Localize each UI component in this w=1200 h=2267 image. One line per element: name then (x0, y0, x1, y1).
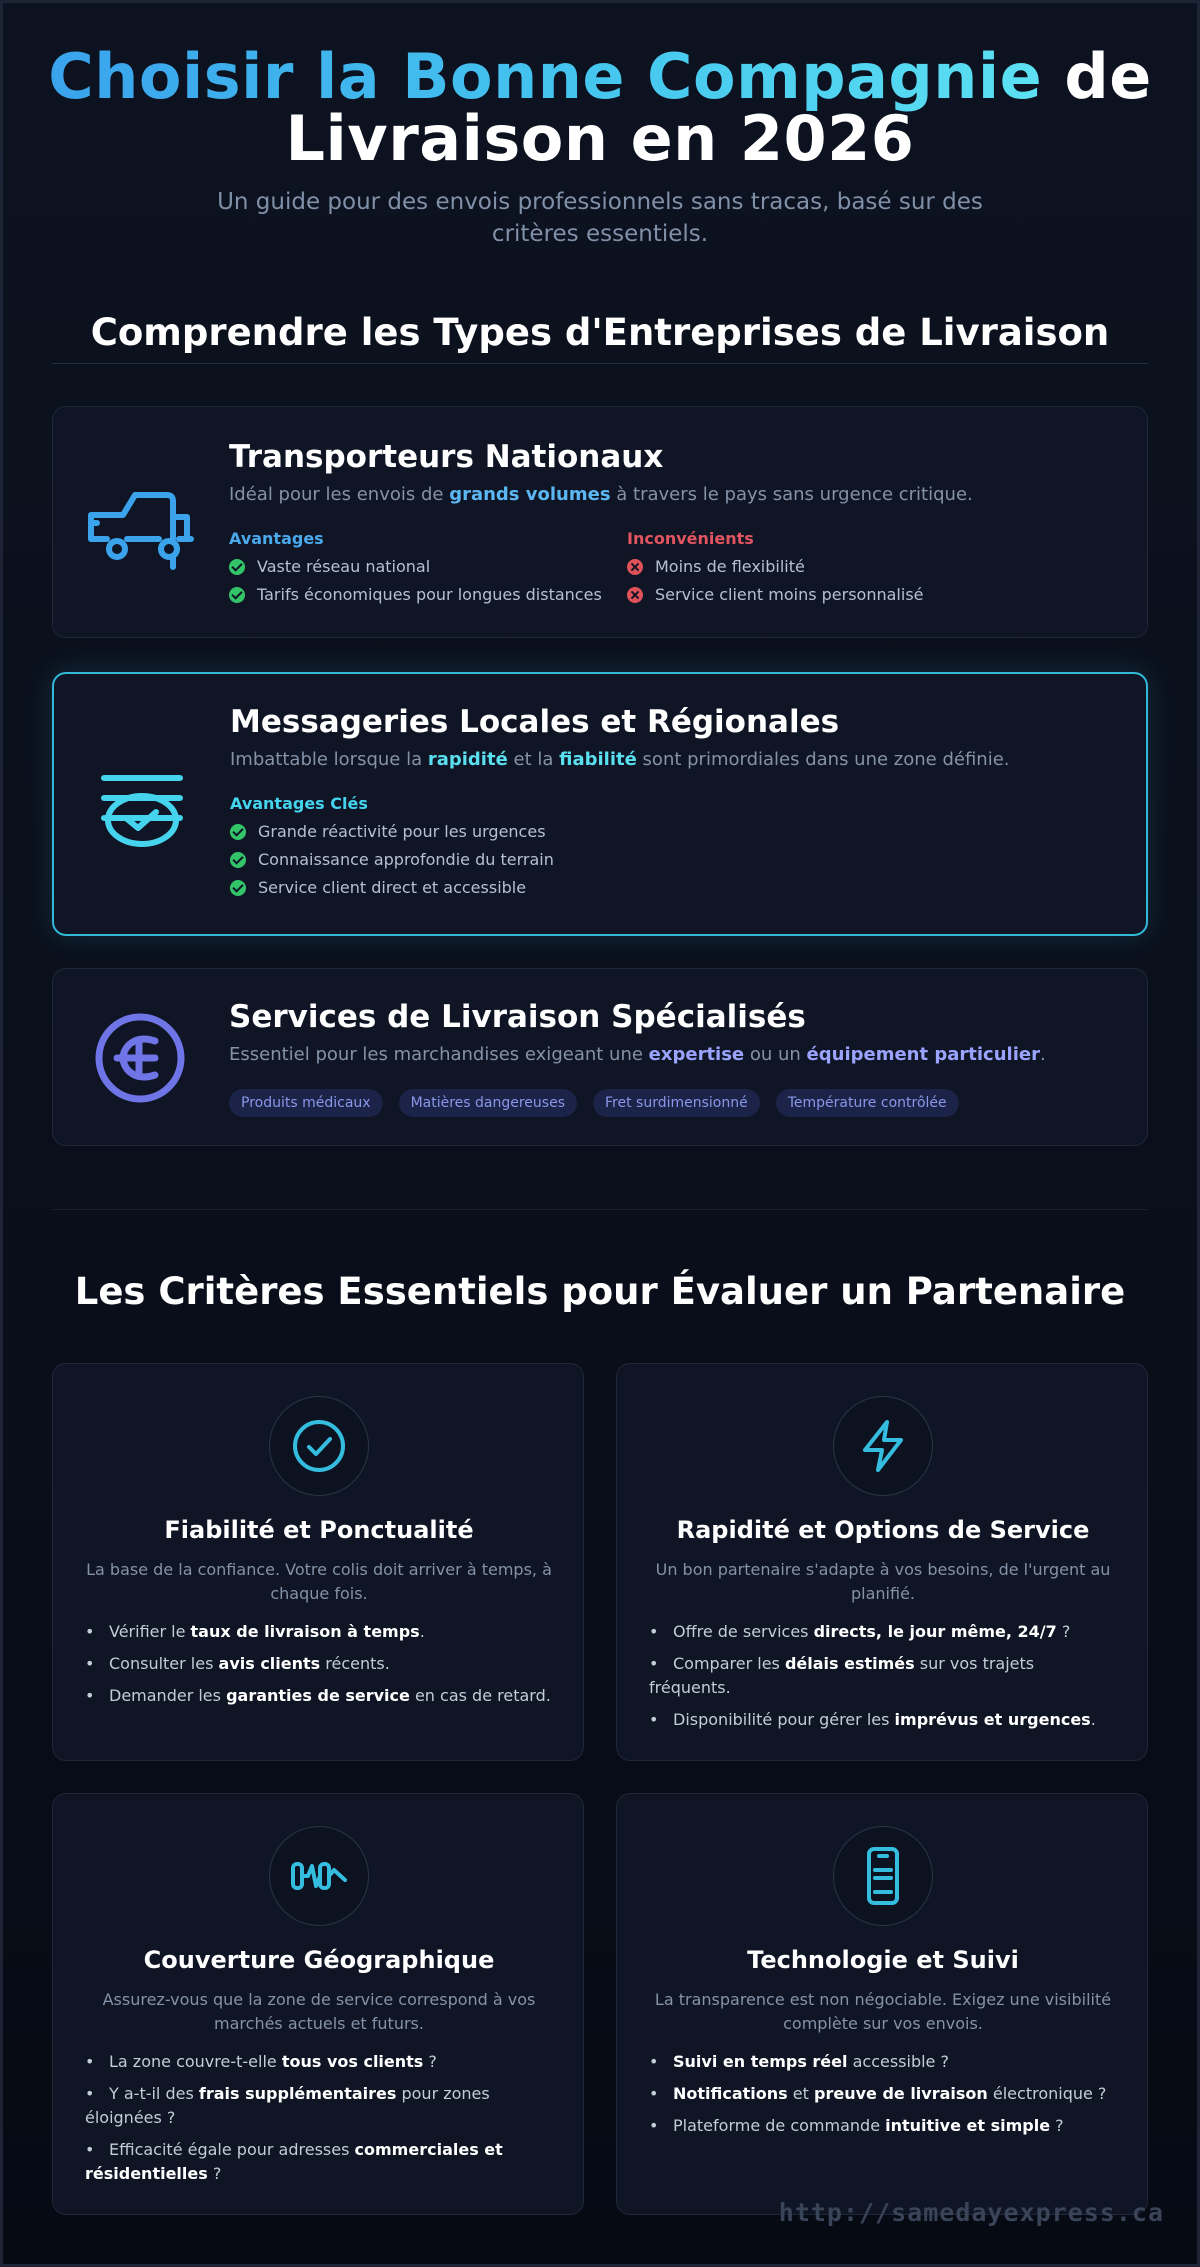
pro-text: Connaissance approfondie du terrain (258, 850, 554, 869)
bullet: • (85, 1654, 95, 1673)
truck-icon (83, 481, 199, 579)
cross-icon (627, 587, 643, 603)
check-circle-icon (269, 1396, 369, 1496)
list-item (649, 1652, 1119, 1700)
item-text: récents. (320, 1654, 390, 1673)
item-text: Vérifier le (109, 1622, 191, 1641)
bullet: • (85, 1622, 95, 1641)
con-text: Service client moins personnalisé (655, 585, 924, 604)
bullet: • (649, 1622, 659, 1641)
item-bold: Notifications (673, 2084, 788, 2103)
list-item (649, 2114, 1119, 2138)
desc-highlight: expertise (648, 1044, 745, 1065)
bullet: • (649, 2052, 659, 2071)
item-text: pour zones éloignées ? (85, 2084, 490, 2127)
list-item (85, 2050, 555, 2074)
item-text: et (787, 2084, 814, 2103)
item-text: Disponibilité pour gérer les (673, 1710, 895, 1729)
tag-temperature: Température contrôlée (776, 1089, 959, 1117)
tag-list (229, 1089, 1117, 1117)
pro-item (229, 558, 627, 576)
check-icon (230, 880, 246, 896)
criteria-description: Assurez-vous que la zone de service correspond à vos marchés actuels et futurs. (102, 1990, 536, 2033)
desc-text: ou un (744, 1044, 807, 1065)
criteria-card-technology (616, 1793, 1148, 2215)
criteria-title: Fiabilité et Ponctualité (164, 1516, 474, 1544)
card-body (230, 702, 1116, 897)
item-text: Demander les (109, 1686, 227, 1705)
check-icon (229, 587, 245, 603)
card-title: Messageries Locales et Régionales (230, 704, 840, 740)
card-body (229, 437, 1117, 604)
bullet: • (649, 1654, 659, 1673)
item-bold: commerciales et résidentielles (85, 2140, 503, 2183)
check-icon (230, 824, 246, 840)
criteria-title: Technologie et Suivi (747, 1946, 1019, 1974)
list-item (85, 2138, 555, 2186)
pro-text: Service client direct et accessible (258, 878, 527, 897)
scooter-icon (96, 772, 188, 856)
item-bold: délais estimés (784, 1654, 915, 1673)
item-text: Y a-t-il des (109, 2084, 199, 2103)
title-highlight: Choisir la Bonne Compagnie (48, 40, 1043, 113)
item-text: ? (423, 2052, 437, 2071)
card-description (229, 483, 1117, 507)
pro-text: Tarifs économiques pour longues distances (257, 585, 602, 604)
pro-text: Vaste réseau national (257, 557, 431, 576)
list-item (649, 2050, 1119, 2074)
item-text: ? (1056, 1622, 1071, 1641)
card-local-couriers (52, 672, 1148, 936)
page-title (0, 40, 1200, 175)
item-bold: intuitive et simple (885, 2116, 1051, 2135)
check-icon (229, 559, 245, 575)
bullet: • (649, 1710, 659, 1729)
criteria-card-reliability (52, 1363, 584, 1761)
pro-text: Grande réactivité pour les urgences (258, 822, 546, 841)
section-title-types: Comprendre les Types d'Entreprises de Livraison (90, 311, 1110, 354)
con-item (627, 558, 1025, 576)
list-item (85, 1684, 555, 1708)
bullet: • (649, 2116, 659, 2135)
con-text: Moins de flexibilité (655, 557, 805, 576)
pros-column (229, 507, 627, 604)
desc-text: Idéal pour les envois de (229, 484, 450, 505)
item-text: La zone couvre-t-elle (109, 2052, 282, 2071)
pros-heading: Avantages (229, 529, 324, 548)
list-item (649, 1620, 1119, 1644)
desc-highlight: équipement particulier (806, 1044, 1040, 1065)
criteria-title: Rapidité et Options de Service (676, 1516, 1090, 1544)
item-text: électronique ? (987, 2084, 1107, 2103)
route-icon (269, 1826, 369, 1926)
desc-text: à travers le pays sans urgence critique. (610, 484, 973, 505)
tag-medical: Produits médicaux (229, 1089, 383, 1117)
card-title: Transporteurs Nationaux (229, 439, 664, 475)
item-bold: garanties de service (226, 1686, 410, 1705)
item-bold: taux de livraison à temps (190, 1622, 420, 1641)
card-title: Services de Livraison Spécialisés (229, 999, 806, 1035)
section-divider (52, 363, 1148, 364)
item-text: Plateforme de commande (673, 2116, 886, 2135)
list-item (85, 1652, 555, 1676)
criteria-description: La transparence est non négociable. Exigez une visibilité complète sur vos envois. (654, 1990, 1112, 2033)
item-bold: directs, le jour même, 24/7 (813, 1622, 1057, 1641)
item-text: ? (1050, 2116, 1064, 2135)
item-text: . (1090, 1710, 1096, 1729)
pro-item (229, 586, 627, 604)
criteria-list (649, 1620, 1119, 1740)
item-text: sur vos trajets fréquents. (649, 1654, 1035, 1697)
desc-text: Imbattable lorsque la (230, 749, 428, 770)
card-description (230, 748, 1116, 772)
pros-cons (229, 507, 1117, 604)
section-divider (52, 1209, 1148, 1210)
desc-highlight: rapidité (427, 749, 508, 770)
bullet: • (85, 1686, 95, 1705)
criteria-title: Couverture Géographique (143, 1946, 495, 1974)
tag-oversized: Fret surdimensionné (593, 1089, 760, 1117)
item-bold: frais supplémentaires (198, 2084, 397, 2103)
bullet: • (649, 2084, 659, 2103)
list-item (85, 2082, 555, 2130)
cross-icon (627, 559, 643, 575)
bullet: • (85, 2084, 95, 2103)
pro-item (230, 879, 1116, 897)
desc-text: . (1039, 1044, 1046, 1065)
criteria-description: Un bon partenaire s'adapte à vos besoins, de l'urgent au planifié. (655, 1560, 1111, 1603)
page-header (0, 40, 1200, 250)
item-text: Consulter les (109, 1654, 219, 1673)
tag-hazardous: Matières dangereuses (399, 1089, 577, 1117)
desc-text: et la (507, 749, 560, 770)
smartphone-icon (833, 1826, 933, 1926)
pro-item (230, 823, 1116, 841)
title-line2: Livraison en 2026 (285, 102, 915, 175)
cons-heading: Inconvénients (627, 529, 754, 548)
item-text: ? (207, 2164, 222, 2183)
section-title-criteria: Les Critères Essentiels pour Évaluer un Partenaire (74, 1270, 1126, 1313)
desc-text: Essentiel pour les marchandises exigeant une (229, 1044, 649, 1065)
item-bold: avis clients (218, 1654, 321, 1673)
check-icon (230, 852, 246, 868)
criteria-list (85, 2050, 555, 2194)
criteria-list (85, 1620, 555, 1716)
item-bold: imprévus et urgences (894, 1710, 1091, 1729)
item-text: Efficacité égale pour adresses (109, 2140, 355, 2159)
criteria-card-speed (616, 1363, 1148, 1761)
desc-highlight: fiabilité (559, 749, 637, 770)
card-specialized-services (52, 968, 1148, 1146)
criteria-card-coverage (52, 1793, 584, 2215)
criteria-list (649, 2050, 1119, 2146)
item-text: en cas de retard. (409, 1686, 551, 1705)
item-text: . (419, 1622, 425, 1641)
page-subtitle: Un guide pour des envois professionnels sans tracas, basé sur des critères essentiels. (217, 189, 983, 247)
criteria-description: La base de la confiance. Votre colis doit arriver à temps, à chaque fois. (86, 1560, 552, 1603)
pros-heading: Avantages Clés (230, 794, 368, 813)
item-text: accessible ? (847, 2052, 949, 2071)
bullet: • (85, 2052, 95, 2071)
desc-text: sont primordiales dans une zone définie. (636, 749, 1010, 770)
specialized-icon (93, 1011, 187, 1109)
con-item (627, 586, 1025, 604)
list-item (85, 1620, 555, 1644)
card-national-carriers (52, 406, 1148, 638)
card-body (229, 997, 1117, 1117)
cons-column (627, 507, 1025, 604)
item-bold: Suivi en temps réel (673, 2052, 848, 2071)
desc-highlight: grands volumes (449, 484, 611, 505)
item-bold: tous vos clients (281, 2052, 424, 2071)
item-bold: preuve de livraison (814, 2084, 988, 2103)
bullet: • (85, 2140, 95, 2159)
item-text: Comparer les (673, 1654, 785, 1673)
list-item (649, 1708, 1119, 1732)
pro-item (230, 851, 1116, 869)
lightning-icon (833, 1396, 933, 1496)
item-text: Offre de services (673, 1622, 814, 1641)
source-watermark[interactable]: http://samedayexpress.ca (778, 2198, 1164, 2227)
list-item (649, 2082, 1119, 2106)
card-description (229, 1043, 1117, 1067)
title-connector: de (1042, 40, 1152, 113)
